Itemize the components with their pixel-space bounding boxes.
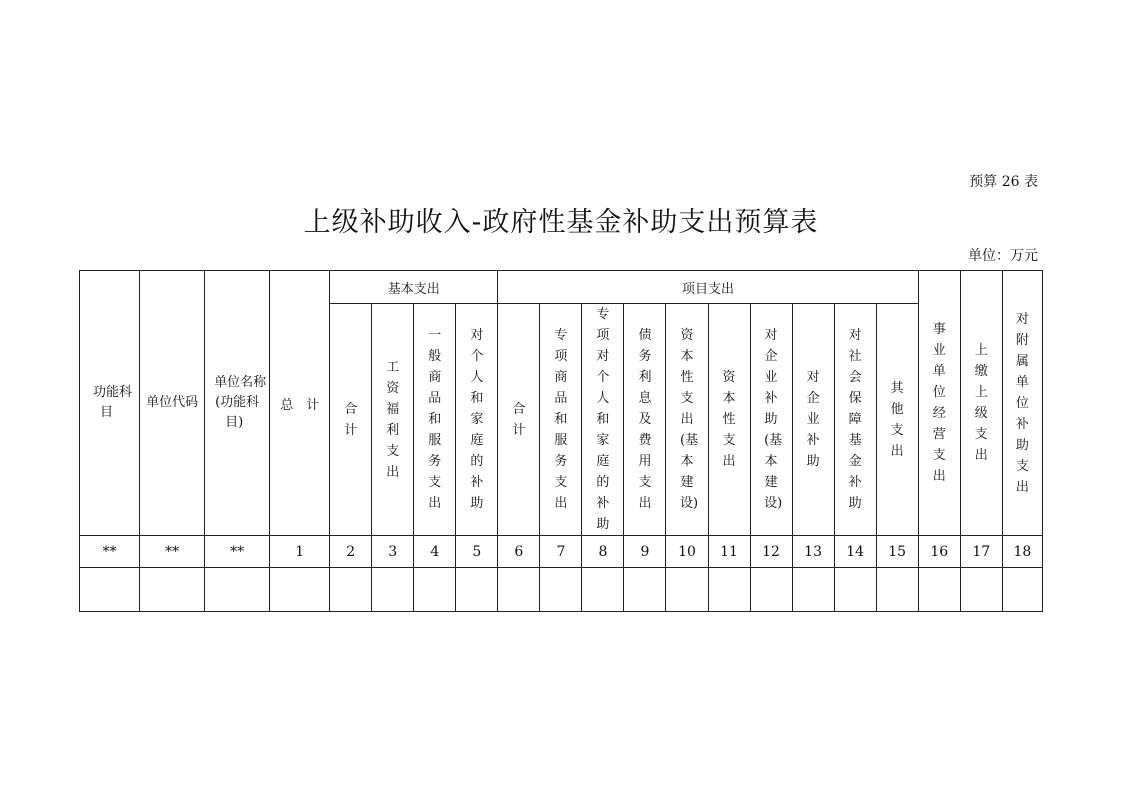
data-cell	[750, 568, 792, 612]
header-goods-services	[414, 304, 456, 536]
data-cell	[1002, 568, 1042, 612]
page-title: 上级补助收入-政府性基金补助支出预算表	[303, 207, 819, 238]
header-debt-interest-label: 债务利息及费用支出	[638, 328, 652, 511]
header-business-operation	[918, 271, 960, 536]
data-cell	[205, 568, 270, 612]
data-cell	[960, 568, 1002, 612]
index-cell: 12	[750, 536, 792, 568]
index-cell: 3	[372, 536, 414, 568]
header-special-personal-subsidy-label: 专项对个人和家庭的补助	[596, 307, 610, 532]
index-cell: 16	[918, 536, 960, 568]
index-cell: 10	[666, 536, 708, 568]
header-total-label: 总 计	[280, 397, 320, 413]
data-cell	[624, 568, 666, 612]
header-project-total	[498, 304, 540, 536]
index-cell: 9	[624, 536, 666, 568]
index-cell: 1	[270, 536, 330, 568]
budget-table-number: 预算 26 表	[969, 174, 1038, 190]
header-special-goods-services-label: 专项商品和服务支出	[554, 328, 568, 511]
data-cell	[666, 568, 708, 612]
header-business-operation-label: 事业单位经营支出	[932, 322, 946, 484]
data-cell	[372, 568, 414, 612]
data-cell	[456, 568, 498, 612]
unit-label: 单位：万元	[968, 248, 1038, 264]
data-row	[80, 568, 1043, 612]
header-other-expense-label: 其他支出	[890, 380, 904, 459]
header-capital-infra-label: 资本性支出(基本建设)	[680, 328, 699, 511]
header-basic-total	[330, 304, 372, 536]
header-other-expense	[876, 304, 918, 536]
data-cell	[918, 568, 960, 612]
header-personal-subsidy	[456, 304, 498, 536]
index-cell: 11	[708, 536, 750, 568]
index-cell: 15	[876, 536, 918, 568]
header-upper-remit-label: 上缴上级支出	[974, 343, 988, 463]
index-cell: **	[140, 536, 205, 568]
header-personal-subsidy-label: 对个人和家庭的补助	[470, 328, 484, 511]
index-cell: **	[80, 536, 140, 568]
data-cell	[582, 568, 624, 612]
header-func-subject	[80, 271, 140, 536]
header-project-expense	[498, 271, 918, 304]
data-cell	[140, 568, 205, 612]
data-cell	[708, 568, 750, 612]
index-cell: 6	[498, 536, 540, 568]
header-wage-welfare	[372, 304, 414, 536]
index-cell: 4	[414, 536, 456, 568]
data-cell	[876, 568, 918, 612]
header-special-personal-subsidy	[582, 304, 624, 536]
header-basic-expense-label: 基本支出	[387, 281, 440, 297]
header-wage-welfare-label: 工资福利支出	[386, 359, 400, 480]
data-cell	[498, 568, 540, 612]
index-row	[80, 536, 1043, 568]
header-enterprise-subsidy-infra	[750, 304, 792, 536]
header-enterprise-subsidy-label: 对企业补助	[806, 370, 820, 469]
header-project-expense-label: 项目支出	[682, 281, 735, 297]
data-cell	[540, 568, 582, 612]
header-debt-interest	[624, 304, 666, 536]
index-cell: 7	[540, 536, 582, 568]
index-cell: 14	[834, 536, 876, 568]
header-capital	[708, 304, 750, 536]
index-cell: 13	[792, 536, 834, 568]
header-project-total-label: 合计	[512, 401, 526, 438]
header-upper-remit	[960, 271, 1002, 536]
data-cell	[330, 568, 372, 612]
header-affiliated-subsidy	[1002, 271, 1042, 536]
data-cell	[414, 568, 456, 612]
header-goods-services-label: 一般商品和服务支出	[428, 328, 442, 511]
header-capital-infra	[666, 304, 708, 536]
header-unit-name	[205, 271, 270, 536]
index-cell: 2	[330, 536, 372, 568]
header-affiliated-subsidy-label: 对附属单位补助支出	[1015, 311, 1029, 495]
index-cell: 8	[582, 536, 624, 568]
data-cell	[80, 568, 140, 612]
header-enterprise-subsidy	[792, 304, 834, 536]
data-cell	[834, 568, 876, 612]
header-capital-label: 资本性支出	[722, 370, 736, 469]
data-cell	[270, 568, 330, 612]
header-special-goods-services	[540, 304, 582, 536]
header-social-security-fund-label: 对社会保障基金补助	[848, 328, 862, 511]
header-func-subject-label: 功能科目	[93, 385, 133, 420]
data-cell	[792, 568, 834, 612]
header-unit-name-label: 单位名称(功能科目)	[214, 375, 267, 430]
header-basic-expense	[330, 271, 498, 304]
budget-table	[79, 270, 1043, 612]
header-social-security-fund	[834, 304, 876, 536]
header-basic-total-label: 合计	[344, 401, 358, 438]
index-cell: 5	[456, 536, 498, 568]
index-cell: **	[205, 536, 270, 568]
header-unit-code-label: 单位代码	[146, 395, 199, 410]
index-cell: 18	[1002, 536, 1042, 568]
header-unit-code	[140, 271, 205, 536]
index-cell: 17	[960, 536, 1002, 568]
header-total	[270, 271, 330, 536]
header-enterprise-subsidy-infra-label: 对企业补助(基本建设)	[764, 328, 783, 511]
